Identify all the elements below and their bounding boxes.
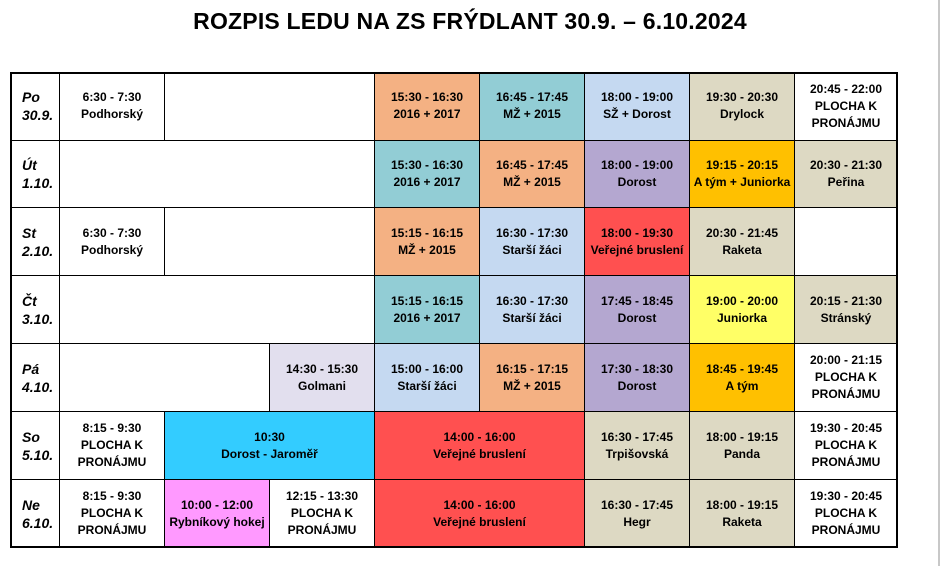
slot-time: 14:00 - 16:00	[443, 497, 516, 512]
slot-time: 19:30 - 20:45	[809, 489, 883, 503]
day-name: Ne	[22, 496, 40, 513]
day-name: Čt	[22, 292, 37, 309]
slot-team: A tým + Juniorka	[693, 175, 791, 189]
slot-time: 16:30 - 17:30	[495, 293, 569, 308]
slot-team: Raketa	[722, 514, 762, 529]
slot-time: 16:45 - 17:45	[495, 90, 569, 104]
slot-team: 2016 + 2017	[393, 175, 461, 189]
slot-team: Veřejné bruslení	[433, 446, 526, 461]
slot-team: Starší žáci	[397, 378, 457, 393]
slot-team: PLOCHA K PRONÁJMU	[811, 98, 881, 130]
slot-team: Starší žáci	[502, 310, 562, 325]
slot-team: Dorost	[617, 310, 657, 325]
slot-team: Dorost - Jaroměř	[221, 446, 318, 461]
slot-team: PLOCHA K PRONÁJMU	[811, 438, 881, 469]
slot-time: 18:45 - 19:45	[705, 361, 779, 376]
slot-team: MŽ + 2015	[398, 242, 456, 257]
slot-team: Raketa	[722, 242, 762, 257]
slot-team: Drylock	[719, 107, 765, 121]
page-title: ROZPIS LEDU NA ZS FRÝDLANT 30.9. – 6.10.2024	[193, 8, 747, 34]
slot-time: 16:30 - 17:45	[600, 497, 674, 512]
slot-team: Dorost	[617, 378, 657, 393]
slot-time: 20:30 - 21:45	[705, 225, 779, 240]
slot-time: 18:00 - 19:00	[600, 90, 674, 104]
slot-time: 19:15 - 20:15	[705, 158, 779, 172]
slot-time: 19:30 - 20:30	[705, 90, 779, 104]
slot-team: 2016 + 2017	[393, 107, 461, 121]
slot-time: 20:15 - 21:30	[809, 293, 883, 308]
slot-team: Podhorský	[80, 107, 143, 121]
ice-schedule-table	[10, 72, 898, 548]
slot-time: 20:30 - 21:30	[809, 158, 883, 172]
slot-team: Juniorka	[716, 310, 767, 325]
slot-time: 20:00 - 21:15	[809, 353, 883, 367]
slot-time: 15:15 - 16:15	[390, 293, 464, 308]
day-date: 3.10.	[22, 310, 54, 327]
slot-time: 15:15 - 16:15	[390, 225, 464, 240]
slot-time: 18:00 - 19:15	[705, 497, 779, 512]
slot-team: SŽ + Dorost	[603, 107, 671, 121]
slot-time: 6:30 - 7:30	[82, 225, 142, 240]
day-date: 5.10.	[22, 446, 54, 463]
slot-time: 16:45 - 17:45	[495, 158, 569, 172]
slot-time: 15:30 - 16:30	[390, 158, 464, 172]
slot-time: 18:00 - 19:00	[600, 158, 674, 172]
slot-team: PLOCHA K PRONÁJMU	[287, 506, 357, 537]
slot-team: Veřejné bruslení	[590, 242, 684, 257]
slot-team: Trpišovská	[605, 446, 669, 461]
slot-team: Stránský	[820, 310, 872, 325]
slot-time: 16:30 - 17:30	[495, 225, 569, 240]
slot-team: Panda	[723, 446, 760, 461]
slot-time: 12:15 - 13:30	[285, 489, 359, 503]
day-name: Út	[22, 157, 37, 173]
day-name: St	[22, 224, 36, 241]
slot-team: MŽ + 2015	[503, 378, 561, 393]
slot-time: 14:30 - 15:30	[285, 361, 359, 376]
slot-team: A tým	[725, 378, 759, 393]
slot-time: 16:30 - 17:45	[600, 429, 674, 444]
slot-time: 20:45 - 22:00	[809, 81, 883, 96]
slot-team: Peřina	[827, 175, 865, 189]
slot-time: 18:00 - 19:15	[705, 429, 779, 444]
slot-time: 8:15 - 9:30	[82, 421, 142, 435]
day-date: 2.10.	[22, 242, 54, 259]
day-date: 4.10.	[22, 378, 54, 395]
day-name: Po	[22, 89, 40, 105]
slot-time: 10:30	[254, 429, 285, 444]
slot-team: Dorost	[617, 175, 657, 189]
slot-time: 15:00 - 16:00	[390, 361, 464, 376]
slot-time: 18:00 - 19:30	[600, 225, 674, 240]
slot-team: MŽ + 2015	[503, 107, 561, 121]
slot-team: Golmani	[297, 378, 346, 393]
slot-team: PLOCHA K PRONÁJMU	[77, 438, 147, 469]
slot-team: Hegr	[623, 514, 651, 529]
day-date: 1.10.	[22, 175, 54, 191]
day-date: 6.10.	[22, 514, 54, 531]
day-name: So	[22, 428, 40, 445]
slot-time: 15:30 - 16:30	[390, 90, 464, 104]
slot-team: PLOCHA K PRONÁJMU	[811, 506, 881, 537]
slot-team: PLOCHA K PRONÁJMU	[77, 506, 147, 537]
slot-time: 19:30 - 20:45	[809, 421, 883, 435]
slot-team: Veřejné bruslení	[433, 514, 526, 529]
slot-time: 6:30 - 7:30	[82, 90, 142, 104]
slot-team: 2016 + 2017	[393, 310, 461, 325]
slot-team: Starší žáci	[502, 242, 562, 257]
slot-time: 10:00 - 12:00	[180, 497, 254, 512]
table-border	[10, 72, 898, 548]
slot-team: MŽ + 2015	[503, 175, 561, 189]
slot-team: PLOCHA K PRONÁJMU	[811, 370, 881, 401]
slot-time: 8:15 - 9:30	[82, 489, 142, 503]
slot-time: 14:00 - 16:00	[443, 429, 516, 444]
slot-team: Podhorský	[80, 242, 143, 257]
slot-time: 17:30 - 18:30	[600, 361, 674, 376]
slot-time: 16:15 - 17:15	[495, 361, 569, 376]
slot-time: 17:45 - 18:45	[600, 293, 674, 308]
slot-time: 19:00 - 20:00	[705, 293, 779, 308]
day-name: Pá	[22, 360, 40, 377]
slot-team: Rybníkový hokej	[169, 514, 265, 529]
day-date: 30.9.	[22, 107, 54, 123]
